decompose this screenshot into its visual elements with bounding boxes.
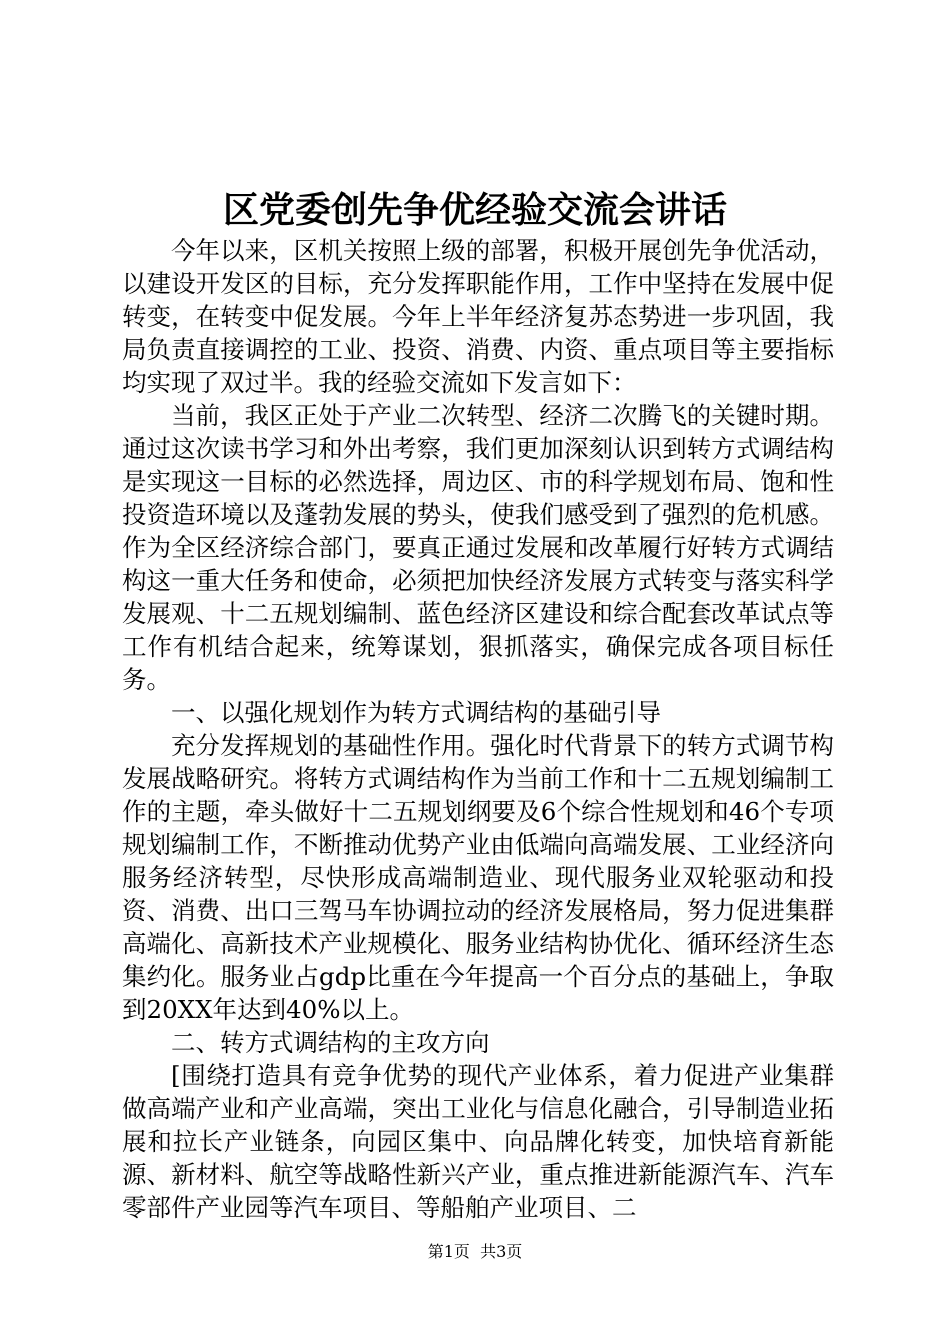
page-total: 共3页 <box>480 1242 523 1261</box>
section-heading-2: 二、转方式调结构的主攻方向 <box>171 1028 490 1057</box>
document-title: 区党委创先争优经验交流会讲话 <box>222 189 727 231</box>
paragraph-planning: 充分发挥规划的基础性作用。强化时代背景下的转方式调节构发展战略研究。将转方式调结构作为当前工作和十二五规划编制工作的主题，牵头做好十二五规划纲要及6个综合性规划和46个专项规划编制工作，不断推动优势产业由低端向高端发展、工业经济向服务经济转型，尽快形成高端制造业、现代服务业双轮驱动和投资、消费、出口三驾马车协调拉动的经济发展格局，努力促进集群高端化、高新技术产业规模化、服务业结构协优化、循环经济生态集约化。服务业占gdp比重在今年提高一个百分点的基础上，争取到20XX年达到40%以上。 <box>122 731 834 1024</box>
page-footer <box>0 1242 950 1262</box>
paragraph-current-situation: 当前，我区正处于产业二次转型、经济二次腾飞的关键时期。通过这次读书学习和外出考察，我们更加深刻认识到转方式调结构是实现这一目标的必然选择，周边区、市的科学规划布局、饱和性投资造环境以及蓬勃发展的势头，使我们感受到了强烈的危机感。作为全区经济综合部门，要真正通过发展和改革履行好转方式调结构这一重大任务和使命，必须把加快经济发展方式转变与落实科学发展观、十二五规划编制、蓝色经济区建设和综合配套改革试点等工作有机结合起来，统筹谋划，狠抓落实，确保完成各项目标任务。 <box>122 401 834 694</box>
document-body <box>122 234 834 1224</box>
paragraph-intro: 今年以来，区机关按照上级的部署，积极开展创先争优活动，以建设开发区的目标，充分发挥职能作用，工作中坚持在发展中促转变，在转变中促发展。今年上半年经济复苏态势进一步巩固，我局负责直接调控的工业、投资、消费、内资、重点项目等主要指标均实现了双过半。我的经验交流如下发言如下： <box>122 236 834 397</box>
section-heading-1: 一、以强化规划作为转方式调结构的基础引导 <box>171 698 661 727</box>
paragraph-main-direction: [围绕打造具有竞争优势的现代产业体系，着力促进产业集群做高端产业和产业高端，突出工业化与信息化融合，引导制造业拓展和拉长产业链条，向园区集中、向品牌化转变，加快培育新能源、新材料、航空等战略性新兴产业，重点推进新能源汽车、汽车零部件产业园等汽车项目、等船舶产业项目、二 <box>122 1061 834 1222</box>
page-number: 第1页 <box>427 1242 470 1261</box>
